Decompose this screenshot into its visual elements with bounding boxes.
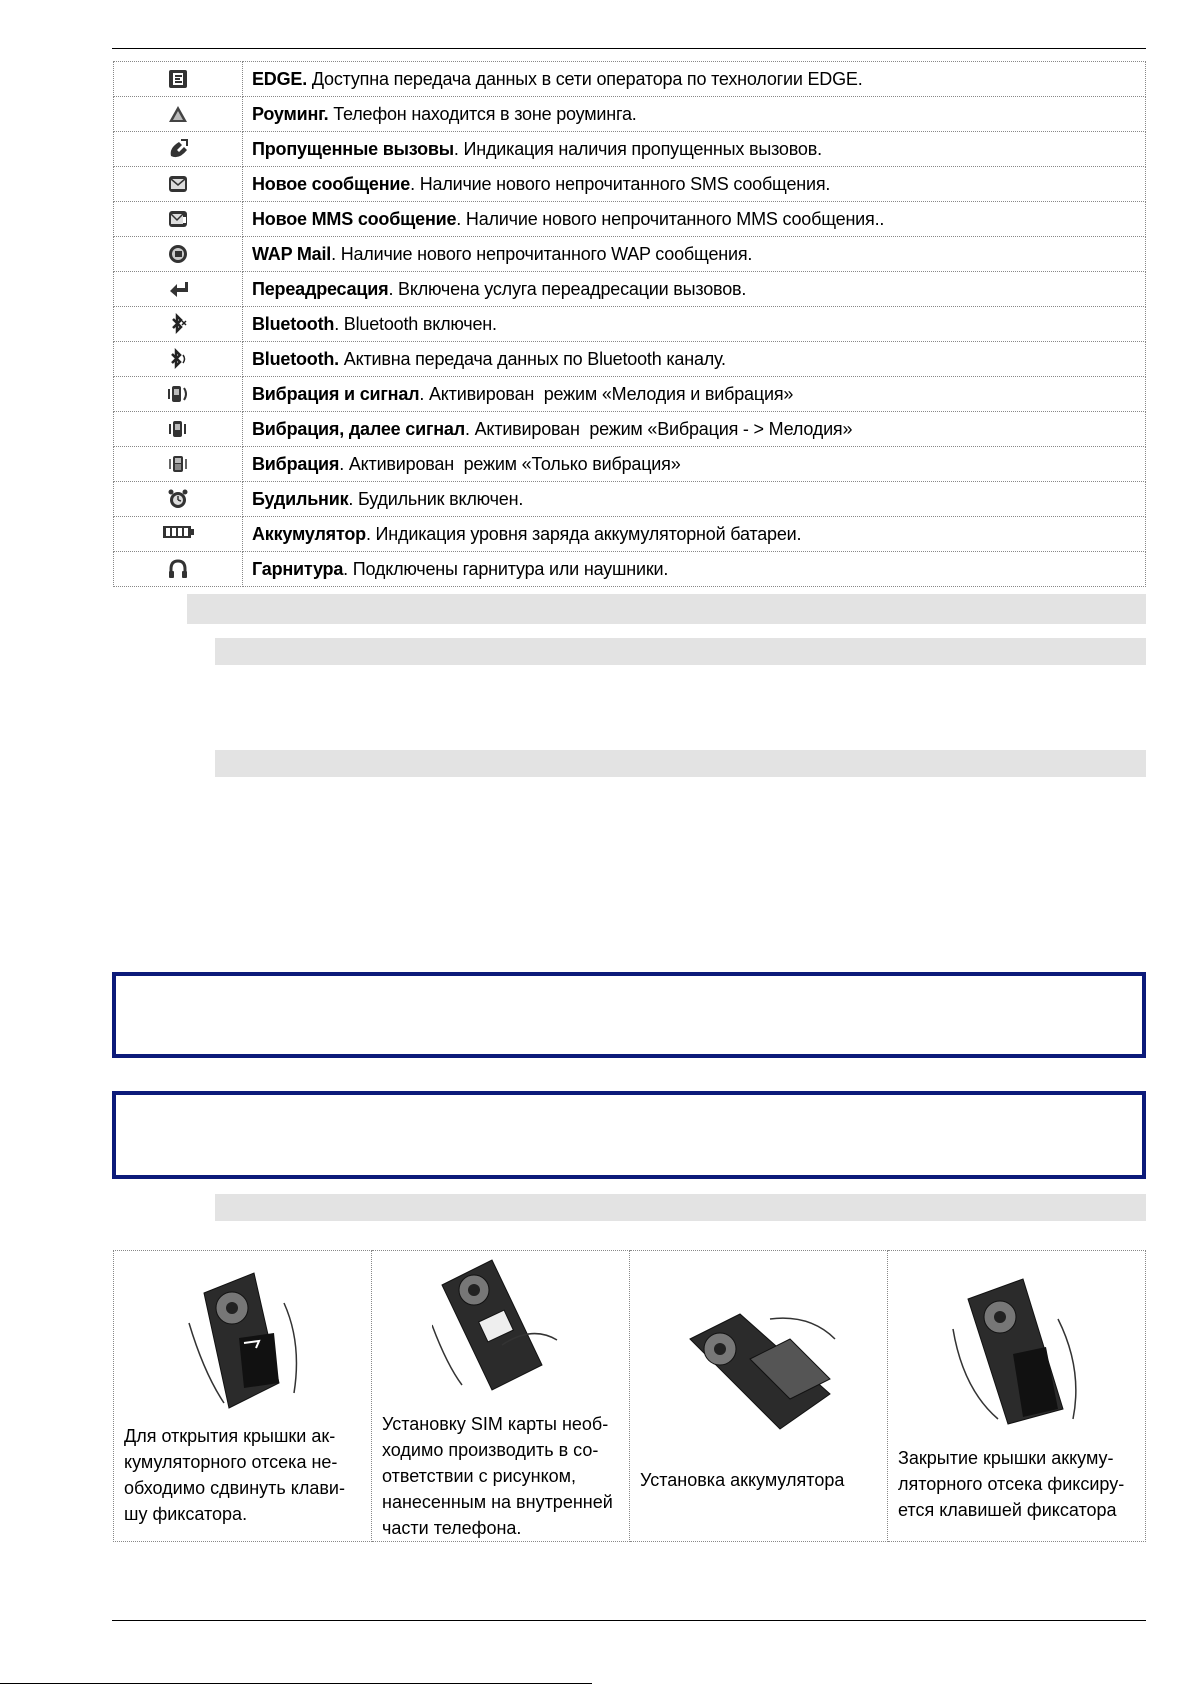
alarm-icon xyxy=(167,488,189,510)
missed-call-icon xyxy=(167,138,189,160)
vibrate-icon xyxy=(167,453,189,475)
subsection-heading-bar-3 xyxy=(215,1194,1146,1221)
battery-install-steps xyxy=(113,1250,1146,1542)
icon-title: Вибрация и сигнал xyxy=(252,383,420,404)
icon-description: . Наличие нового непрочитанного WAP сообщения. xyxy=(331,243,753,264)
bluetooth-active-icon xyxy=(167,348,189,370)
icon-description: . Активирован режим «Мелодия и вибрация» xyxy=(419,383,794,404)
icon-row xyxy=(114,517,1146,552)
step-cell-2 xyxy=(372,1251,630,1542)
vibrate-then-ring-icon xyxy=(167,418,189,440)
icon-description: . Наличие нового непрочитанного SMS сообщения. xyxy=(410,173,831,194)
bluetooth-icon xyxy=(167,313,189,335)
icon-title: Переадресация xyxy=(252,278,389,299)
icon-row xyxy=(114,342,1146,377)
icon-title: Будильник xyxy=(252,488,349,509)
icon-row xyxy=(114,447,1146,482)
icon-row xyxy=(114,132,1146,167)
step-caption-1: Для открытия крышки ак- кумуляторного отсека не- обходимо сдвинуть клави- шу фиксатора. xyxy=(124,1426,345,1524)
roaming-icon xyxy=(167,103,189,125)
section-heading-bar xyxy=(187,594,1146,624)
icon-description: . Подключены гарнитура или наушники. xyxy=(343,558,669,579)
step-caption-3: Установка аккумулятора xyxy=(640,1470,845,1490)
subsection-heading-bar-1 xyxy=(215,638,1146,665)
call-forward-icon xyxy=(167,278,189,300)
icon-description: . Bluetooth включен. xyxy=(334,313,497,334)
icon-description: . Индикация наличия пропущенных вызовов. xyxy=(453,138,822,159)
vibrate-ring-icon xyxy=(167,383,189,405)
icon-title: Аккумулятор xyxy=(252,523,366,544)
icon-row xyxy=(114,167,1146,202)
icon-description: . Активирован режим «Только вибрация» xyxy=(339,453,681,474)
icon-title: Вибрация, далее сигнал xyxy=(252,418,465,439)
icon-description: . Включена услуга переадресации вызовов. xyxy=(388,278,747,299)
icon-title: Вибрация xyxy=(252,453,340,474)
icon-row xyxy=(114,482,1146,517)
open-cover-illustration xyxy=(184,1263,304,1413)
icon-row xyxy=(114,412,1146,447)
icon-row xyxy=(114,552,1146,587)
icon-title: EDGE. xyxy=(252,68,308,89)
mms-icon xyxy=(167,208,189,230)
step-cell-1 xyxy=(114,1251,372,1542)
icon-row xyxy=(114,202,1146,237)
icon-description: . Наличие нового непрочитанного MMS сообщения.. xyxy=(456,208,885,229)
icon-description: Телефон находится в зоне роуминга. xyxy=(328,103,637,124)
wap-mail-icon xyxy=(167,243,189,265)
footnote-line xyxy=(0,1683,592,1684)
icon-title: Bluetooth xyxy=(252,313,335,334)
icon-title: WAP Mail xyxy=(252,243,332,264)
step-cell-4 xyxy=(888,1251,1146,1542)
icon-row xyxy=(114,307,1146,342)
sim-insert-illustration xyxy=(432,1255,562,1395)
status-icons-table xyxy=(113,61,1146,587)
icon-description: . Будильник включен. xyxy=(348,488,524,509)
icon-description: Доступна передача данных в сети оператора по технологии EDGE. xyxy=(307,68,863,89)
icon-title: Гарнитура xyxy=(252,558,344,579)
step-cell-3 xyxy=(630,1251,888,1542)
icon-title: Пропущенные вызовы xyxy=(252,138,454,159)
icon-title: Bluetooth. xyxy=(252,348,339,369)
icon-row xyxy=(114,62,1146,97)
edge-icon xyxy=(167,68,189,90)
note-box-2 xyxy=(112,1091,1146,1179)
top-rule xyxy=(112,48,1146,49)
icon-description: Активна передача данных по Bluetooth каналу. xyxy=(338,348,726,369)
note-box-1 xyxy=(112,972,1146,1058)
step-caption-2: Установку SIM карты необ- ходимо производить в со- ответствии с рисунком, нанесенным на внутренней части телефона. xyxy=(382,1414,613,1538)
icon-row xyxy=(114,237,1146,272)
bottom-rule xyxy=(112,1620,1146,1621)
subsection-heading-bar-2 xyxy=(215,750,1146,777)
icon-row xyxy=(114,377,1146,412)
icon-description: . Активирован режим «Вибрация - > Мелодия» xyxy=(464,418,853,439)
icon-title: Новое сообщение xyxy=(252,173,411,194)
icon-description: . Индикация уровня заряда аккумуляторной батареи. xyxy=(365,523,802,544)
icon-row xyxy=(114,272,1146,307)
icon-title: Новое MMS сообщение xyxy=(252,208,457,229)
close-cover-illustration xyxy=(938,1269,1088,1429)
step-caption-4: Закрытие крышки аккуму- ляторного отсека фиксиру- ется клавишей фиксатора xyxy=(898,1448,1125,1520)
icon-title: Роуминг. xyxy=(252,103,329,124)
sms-icon xyxy=(167,173,189,195)
battery-icon xyxy=(161,523,195,545)
battery-insert-illustration xyxy=(680,1299,840,1439)
headset-icon xyxy=(167,558,189,580)
icon-row xyxy=(114,97,1146,132)
